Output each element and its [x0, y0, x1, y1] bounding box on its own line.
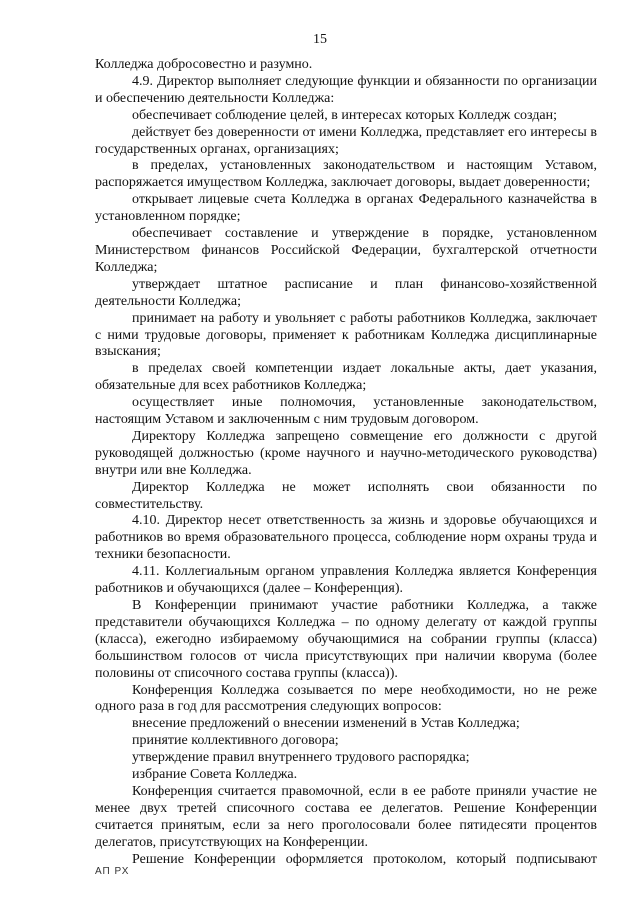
footer-stamp: АП РХ [95, 866, 130, 877]
list-item-charter-changes: внесение предложений о внесении изменений в Устав Колледжа; [132, 716, 520, 732]
paragraph-conference-convening: Конференция Колледжа созывается по мере необходимости, но не реже одного раза в год для рассмотрения следующих вопросов: [95, 682, 597, 715]
list-item-labor-rules: утверждение правил внутреннего трудового распорядка; [132, 750, 470, 766]
list-item-staffing: утверждает штатное расписание и план финансово-хозяйственной деятельности Колледжа; [95, 276, 597, 309]
paragraph-4-10: 4.10. Директор несет ответственность за жизнь и здоровье обучающихся и работников во время образовательного процесса, соблюдение норм охраны труда и техники безопасности. [95, 513, 597, 563]
paragraph-conference-participants: В Конференции принимают участие работники Колледжа, а также представители обучающихся Колледжа – по одному делегату от каждой группы (класса), ежегодно избираемому обучающимися на собрании группы (класса) большинством голосов от числа присутствующих при наличии кворума (более половины от списочного состава группы (класса)). [95, 598, 597, 681]
list-item-property: в пределах, установленных законодательством и настоящим Уставом, распоряжается имуществом Колледжа, заключает договоры, выдает доверенности; [95, 158, 597, 191]
list-item-collective-agreement: принятие коллективного договора; [132, 733, 339, 749]
page-number: 15 [313, 32, 327, 47]
list-item-council-election: избрание Совета Колледжа. [132, 767, 298, 783]
list-item-accounts: открывает лицевые счета Колледжа в органах Федерального казначейства в установленном порядке; [95, 192, 597, 225]
document-body [95, 57, 597, 869]
list-item-represents: действует без доверенности от имени Колледжа, представляет его интересы в государственных органах, организациях; [95, 124, 597, 157]
paragraph-protocol: Решение Конференции оформляется протоколом, который подписывают [132, 851, 597, 867]
paragraph-no-part-time: Директор Колледжа не может исполнять свои обязанности по совместительству. [95, 479, 597, 512]
paragraph-4-9: 4.9. Директор выполняет следующие функции и обязанности по организации и обеспечению деятельности Колледжа: [95, 73, 597, 106]
paragraph-combining-positions: Директору Колледжа запрещено совмещение его должности с другой руководящей должностью (кроме научного и научно-методического руководства) внутри или вне Колледжа. [95, 428, 597, 478]
paragraph-quorum: Конференция считается правомочной, если в ее работе приняли участие не менее двух третей списочного состава ее делегатов. Решение Конференции считается принятым, если за него проголосовали более пятидесяти процентов делегатов, присутствующих на Конференции. [95, 783, 597, 850]
list-item-hiring: принимает на работу и увольняет с работы работников Колледжа, заключает с ними трудовые договоры, применяет к работникам Колледжа дисциплинарные взыскания; [95, 310, 597, 360]
paragraph-4-11: 4.11. Коллегиальным органом управления Колледжа является Конференция работников и обучающихся (далее – Конференция). [95, 564, 597, 597]
list-item-local-acts: в пределах своей компетенции издает локальные акты, дает указания, обязательные для всех работников Колледжа; [95, 361, 597, 394]
list-item-other-powers: осуществляет иные полномочия, установленные законодательством, настоящим Уставом и заключенным с ним трудовым договором. [95, 395, 597, 428]
list-item-goals: обеспечивает соблюдение целей, в интересах которых Колледж создан; [132, 107, 558, 123]
paragraph-continuation: Колледжа добросовестно и разумно. [95, 57, 313, 72]
list-item-reporting: обеспечивает составление и утверждение в порядке, установленном Министерством финансов Российской Федерации, бухгалтерской отчетности Колледжа; [95, 226, 597, 275]
